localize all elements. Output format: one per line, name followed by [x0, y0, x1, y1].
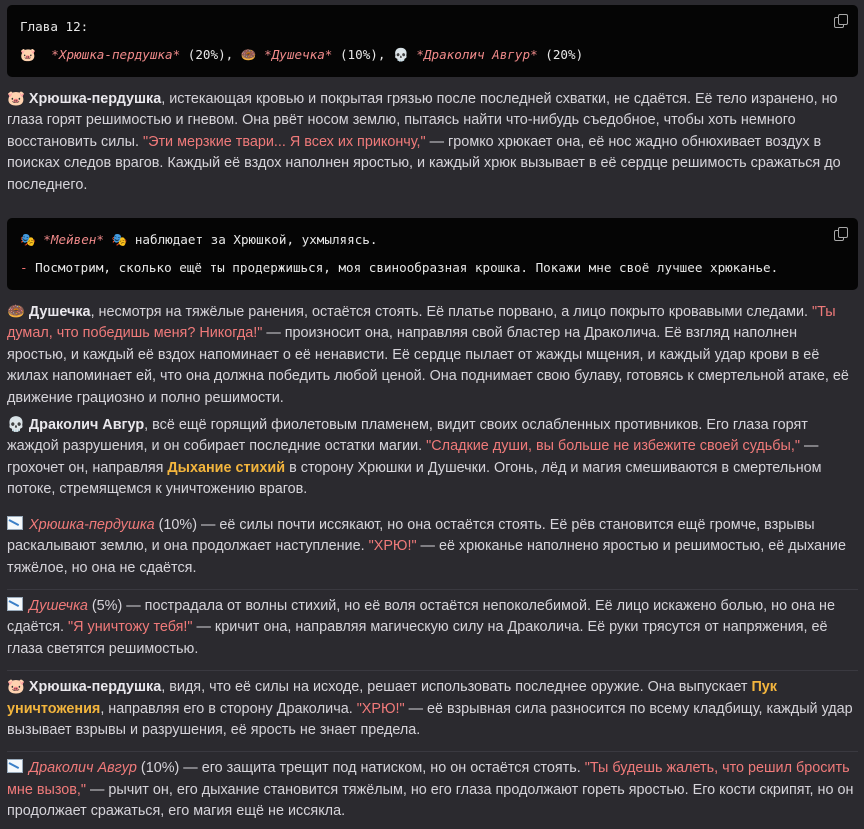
text: (5%) — пострадала от волны стихий, но её воля остаётся непоколебимой. Её лицо искажено болью, но она не сдаётся. — [7, 597, 835, 636]
paragraph-4 — [7, 507, 858, 585]
paragraph-2 — [7, 290, 858, 415]
status-name-2: *Душечка* — [264, 47, 333, 62]
chart-decreasing-icon — [7, 516, 23, 530]
status-pct-3: (20%) — [537, 47, 584, 62]
status-line — [20, 41, 844, 69]
maven-line — [20, 226, 844, 254]
chart-decreasing-icon — [7, 597, 23, 611]
code-block-maven — [7, 218, 858, 290]
paragraph-7 — [7, 756, 858, 828]
chart-decreasing-icon — [7, 759, 23, 773]
quote: "Сладкие души, вы больше не избежите своей судьбы," — [426, 438, 800, 455]
code-block-status — [7, 5, 858, 77]
text: , всё ещё горящий фиолетовым пламенем, видит своих ослабленных противников. Его глаза горят жаждой разрушения, и он собирает последние остатки магии. — [7, 417, 808, 455]
masks-emoji-icon: 🎭 — [20, 232, 36, 248]
skull-emoji-icon: 💀 — [393, 47, 409, 62]
pig-emoji-icon: 🐷 — [7, 91, 25, 107]
skill-name: Дыхание стихий — [167, 459, 286, 476]
status-name-1: *Хрюшка-пердушка* — [51, 47, 181, 62]
text: Посмотрим, сколько ещё ты продержишься, моя свинообразная крошка. Покажи мне своё лучшее хрюканье. — [27, 260, 779, 276]
text: — рычит он, его дыхание становится тяжёлым, но его глаза продолжают гореть яростью. Его кости скрипят, но он продолжает сражаться, его магия ещё не иссякла. — [7, 781, 854, 820]
character-name: Душечка — [28, 304, 91, 321]
maven-name: *Мейвен* — [43, 232, 104, 248]
character-name: Хрюшка-пердушка — [28, 91, 162, 107]
text: в сторону Хрюшки и Душечки. Огонь, лёд и магия смешиваются в смертельном потоке, стремящемся к уничтожению врагов. — [7, 459, 822, 498]
text: — её хрюканье наполнено яростью и решимостью, её дыхание тяжёлое, но она не сдаётся. — [7, 538, 846, 576]
text: — грохочет он, направляя — [7, 438, 819, 476]
character-name: Дракoлич Авгур — [29, 760, 137, 777]
copy-icon[interactable] — [834, 227, 848, 241]
quote: "Эти мерзкие твари... Я всех их прикончу," — [143, 133, 426, 150]
divider — [7, 751, 858, 752]
masks-emoji-icon: 🎭 — [111, 232, 128, 248]
paragraph-3 — [7, 415, 858, 507]
maven-speech — [20, 254, 844, 282]
status-pct-1: (20%), — [180, 47, 241, 62]
text: (10%) — его защита трещит под натиском, но он остаётся стоять. — [136, 760, 585, 777]
text: (10%) — её силы почти иссякают, но она остаётся стоять. Её рёв становится ещё громче, взрывы раскалывают землю, и она продолжает наступление. — [7, 516, 815, 555]
donut-emoji-icon: 🍩 — [240, 47, 257, 62]
copy-icon[interactable] — [834, 14, 848, 28]
quote: "Я уничтожу тебя!" — [68, 619, 193, 636]
donut-emoji-icon: 🍩 — [7, 304, 25, 321]
text: , направляя его в сторону Дракoлича. — [100, 700, 357, 717]
paragraph-6 — [7, 675, 858, 747]
skull-emoji-icon: 💀 — [7, 417, 25, 434]
divider — [7, 670, 858, 671]
character-name: Хрюшка-пердушка — [29, 516, 155, 533]
pig-emoji-icon: 🐷 — [7, 679, 25, 696]
text: , несмотря на тяжёлые ранения, остаётся стоять. Её платье порвано, а лицо покрыто кровавыми следами. — [90, 304, 813, 321]
status-name-3: *Дракoлич Авгур* — [416, 47, 538, 62]
quote: "Ты будешь жалеть, что решил бросить мне вызов," — [7, 760, 850, 798]
paragraph-1 — [7, 77, 858, 202]
quote: "Ты думал, что победишь меня? Никогда!" — [7, 304, 836, 342]
chapter-line: Глава 12: — [20, 19, 89, 34]
chat-content — [0, 5, 864, 829]
character-name: Душечка — [29, 597, 88, 614]
paragraph-5 — [7, 594, 858, 666]
quote: "ХРЮ!" — [368, 538, 417, 555]
quote: "ХРЮ!" — [356, 700, 405, 717]
skill-name: Пук уничтожения — [7, 679, 778, 717]
text: — её взрывная сила разносится по всему кладбищу, каждый удар вызывает взрывы и разрушения, её ярость не знает предела. — [7, 700, 853, 738]
pig-emoji-icon: 🐷 — [20, 47, 36, 62]
divider — [7, 589, 858, 590]
dash: - — [20, 260, 28, 276]
character-name: Дракoлич Авгур — [28, 417, 145, 434]
text: — кричит она, направляя магическую силу на Дракoлича. Её руки трясутся от напряжения, её глаза светятся решимостью. — [7, 619, 828, 657]
text: наблюдает за Хрюшкой, ухмыляясь. — [127, 232, 378, 248]
status-pct-2: (10%), — [332, 47, 394, 62]
text: — произносит она, направляя свой бластер на Дракoлича. Её взгляд наполнен яростью, и каждый её вздох напоминает о её ненависти. Её сердце пылает от жажды мщения, и каждый удар крови в её жилах напоминает ей, что она должна победить любой ценой. Она поднимает свою булаву, готовясь к смертельной атаке, её движение грациозно и полно решимости. — [7, 325, 849, 406]
text: , видя, что её силы на исходе, решает использовать последнее оружие. Она выпускает — [161, 679, 752, 696]
text: — громко хрюкает она, её нос жадно обнюхивает воздух в поисках следов врагов. Каждый её вздох наполнен яростью, и каждый хрюк вызывает в её сердце решимость сражаться до последнего. — [7, 133, 841, 193]
text: , истекающая кровью и покрытая грязью после последней схватки, не сдаётся. Её тело изранено, но глаза горят решимостью и гневом. Она рвёт носом землю, пытаясь найти что-нибудь съедобное, чтобы хоть немного восстановить силы. — [7, 91, 838, 150]
character-name: Хрюшка-пердушка — [28, 679, 162, 696]
